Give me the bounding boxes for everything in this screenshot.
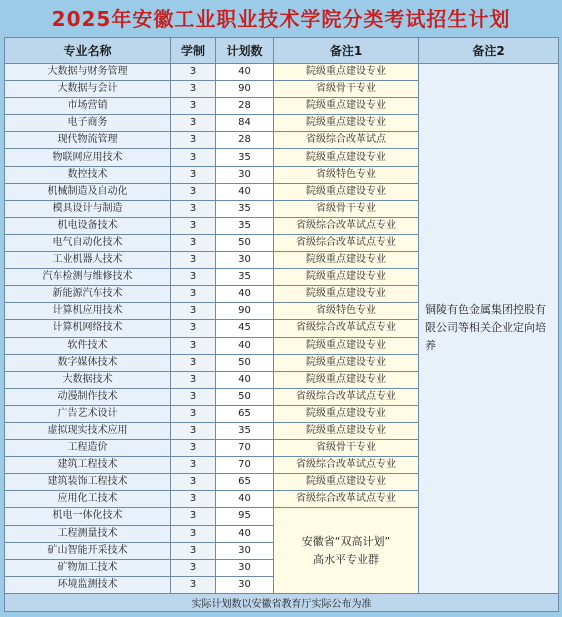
table-header-row xyxy=(5,38,559,64)
major-name-cell: 机电一体化技术 xyxy=(5,508,171,525)
note1-cell: 省级综合改革试点专业 xyxy=(274,491,419,508)
major-name-cell: 动漫制作技术 xyxy=(5,388,171,405)
plan-count-cell: 65 xyxy=(216,474,274,491)
note1-cell: 院级重点建设专业 xyxy=(274,252,419,269)
note1-merged-line2: 高水平专业群 xyxy=(313,552,379,566)
enrollment-plan-table xyxy=(4,37,559,612)
table-body xyxy=(5,64,559,594)
plan-count-cell: 50 xyxy=(216,388,274,405)
note1-cell: 省级骨干专业 xyxy=(274,440,419,457)
years-cell: 3 xyxy=(171,337,216,354)
plan-count-cell: 50 xyxy=(216,234,274,251)
header-note2: 备注2 xyxy=(419,38,559,64)
plan-count-cell: 50 xyxy=(216,354,274,371)
years-cell: 3 xyxy=(171,132,216,149)
note1-cell: 省级综合改革试点专业 xyxy=(274,217,419,234)
major-name-cell: 数字媒体技术 xyxy=(5,354,171,371)
note1-cell: 院级重点建设专业 xyxy=(274,64,419,81)
plan-count-cell: 30 xyxy=(216,576,274,593)
plan-count-cell: 30 xyxy=(216,166,274,183)
note1-cell: 省级特色专业 xyxy=(274,166,419,183)
years-cell: 3 xyxy=(171,303,216,320)
major-name-cell: 大数据技术 xyxy=(5,371,171,388)
major-name-cell: 计算机网络技术 xyxy=(5,320,171,337)
plan-count-cell: 40 xyxy=(216,371,274,388)
footer-note: 实际计划数以安徽省教育厅实际公布为准 xyxy=(5,593,559,611)
note1-merged-line1: 安徽省“双高计划” xyxy=(301,534,391,548)
note1-cell: 院级重点建设专业 xyxy=(274,269,419,286)
plan-count-cell: 40 xyxy=(216,525,274,542)
years-cell: 3 xyxy=(171,269,216,286)
plan-count-cell: 90 xyxy=(216,81,274,98)
header-major-name: 专业名称 xyxy=(5,38,171,64)
major-name-cell: 电子商务 xyxy=(5,115,171,132)
note2-merged-cell: 铜陵有色金属集团控股有限公司等相关企业定向培养 xyxy=(419,64,559,594)
note1-cell: 院级重点建设专业 xyxy=(274,474,419,491)
years-cell: 3 xyxy=(171,508,216,525)
years-cell: 3 xyxy=(171,525,216,542)
years-cell: 3 xyxy=(171,286,216,303)
major-name-cell: 虚拟现实技术应用 xyxy=(5,422,171,439)
plan-count-cell: 40 xyxy=(216,491,274,508)
header-note1: 备注1 xyxy=(274,38,419,64)
page-title: 2025年安徽工业职业技术学院分类考试招生计划 xyxy=(51,7,511,31)
note1-cell: 院级重点建设专业 xyxy=(274,422,419,439)
note1-cell: 院级重点建设专业 xyxy=(274,405,419,422)
note1-cell: 省级综合改革试点专业 xyxy=(274,457,419,474)
major-name-cell: 机械制造及自动化 xyxy=(5,183,171,200)
years-cell: 3 xyxy=(171,474,216,491)
major-name-cell: 工程测量技术 xyxy=(5,525,171,542)
years-cell: 3 xyxy=(171,252,216,269)
plan-count-cell: 30 xyxy=(216,542,274,559)
years-cell: 3 xyxy=(171,576,216,593)
major-name-cell: 电气自动化技术 xyxy=(5,234,171,251)
plan-count-cell: 35 xyxy=(216,200,274,217)
note1-cell: 省级骨干专业 xyxy=(274,200,419,217)
plan-count-cell: 40 xyxy=(216,64,274,81)
years-cell: 3 xyxy=(171,542,216,559)
plan-count-cell: 40 xyxy=(216,286,274,303)
major-name-cell: 软件技术 xyxy=(5,337,171,354)
years-cell: 3 xyxy=(171,200,216,217)
major-name-cell: 矿山智能开采技术 xyxy=(5,542,171,559)
plan-count-cell: 35 xyxy=(216,269,274,286)
note1-cell: 省级综合改革试点专业 xyxy=(274,320,419,337)
note1-cell: 院级重点建设专业 xyxy=(274,337,419,354)
plan-count-cell: 70 xyxy=(216,440,274,457)
major-name-cell: 模具设计与制造 xyxy=(5,200,171,217)
major-name-cell: 建筑工程技术 xyxy=(5,457,171,474)
major-name-cell: 市场营销 xyxy=(5,98,171,115)
plan-count-cell: 35 xyxy=(216,422,274,439)
plan-count-cell: 84 xyxy=(216,115,274,132)
plan-count-cell: 35 xyxy=(216,217,274,234)
plan-count-cell: 40 xyxy=(216,337,274,354)
years-cell: 3 xyxy=(171,115,216,132)
plan-count-cell: 30 xyxy=(216,559,274,576)
major-name-cell: 建筑装饰工程技术 xyxy=(5,474,171,491)
major-name-cell: 广告艺术设计 xyxy=(5,405,171,422)
header-plan-count: 计划数 xyxy=(216,38,274,64)
years-cell: 3 xyxy=(171,354,216,371)
years-cell: 3 xyxy=(171,166,216,183)
years-cell: 3 xyxy=(171,217,216,234)
note1-cell: 院级重点建设专业 xyxy=(274,286,419,303)
years-cell: 3 xyxy=(171,491,216,508)
years-cell: 3 xyxy=(171,371,216,388)
years-cell: 3 xyxy=(171,559,216,576)
years-cell: 3 xyxy=(171,320,216,337)
table-footer-row xyxy=(5,593,559,611)
years-cell: 3 xyxy=(171,81,216,98)
header-years: 学制 xyxy=(171,38,216,64)
plan-count-cell: 30 xyxy=(216,252,274,269)
years-cell: 3 xyxy=(171,64,216,81)
plan-count-cell: 95 xyxy=(216,508,274,525)
years-cell: 3 xyxy=(171,149,216,166)
years-cell: 3 xyxy=(171,234,216,251)
years-cell: 3 xyxy=(171,98,216,115)
plan-count-cell: 65 xyxy=(216,405,274,422)
major-name-cell: 工程造价 xyxy=(5,440,171,457)
major-name-cell: 物联网应用技术 xyxy=(5,149,171,166)
major-name-cell: 应用化工技术 xyxy=(5,491,171,508)
major-name-cell: 大数据与会计 xyxy=(5,81,171,98)
years-cell: 3 xyxy=(171,422,216,439)
major-name-cell: 数控技术 xyxy=(5,166,171,183)
note1-cell: 院级重点建设专业 xyxy=(274,149,419,166)
major-name-cell: 工业机器人技术 xyxy=(5,252,171,269)
years-cell: 3 xyxy=(171,388,216,405)
plan-count-cell: 40 xyxy=(216,183,274,200)
note1-cell: 省级骨干专业 xyxy=(274,81,419,98)
years-cell: 3 xyxy=(171,183,216,200)
plan-count-cell: 28 xyxy=(216,132,274,149)
note1-cell: 省级综合改革试点专业 xyxy=(274,234,419,251)
major-name-cell: 环境监测技术 xyxy=(5,576,171,593)
note1-merged-cell xyxy=(274,508,419,593)
note1-cell: 院级重点建设专业 xyxy=(274,371,419,388)
major-name-cell: 矿物加工技术 xyxy=(5,559,171,576)
years-cell: 3 xyxy=(171,405,216,422)
table-row xyxy=(5,64,559,81)
note1-cell: 省级综合改革试点 xyxy=(274,132,419,149)
note1-cell: 院级重点建设专业 xyxy=(274,183,419,200)
major-name-cell: 计算机应用技术 xyxy=(5,303,171,320)
plan-count-cell: 70 xyxy=(216,457,274,474)
major-name-cell: 大数据与财务管理 xyxy=(5,64,171,81)
years-cell: 3 xyxy=(171,457,216,474)
note1-cell: 省级综合改革试点专业 xyxy=(274,388,419,405)
years-cell: 3 xyxy=(171,440,216,457)
major-name-cell: 新能源汽车技术 xyxy=(5,286,171,303)
plan-count-cell: 28 xyxy=(216,98,274,115)
plan-count-cell: 90 xyxy=(216,303,274,320)
note1-cell: 院级重点建设专业 xyxy=(274,98,419,115)
major-name-cell: 汽车检测与维修技术 xyxy=(5,269,171,286)
note1-cell: 院级重点建设专业 xyxy=(274,115,419,132)
plan-count-cell: 35 xyxy=(216,149,274,166)
major-name-cell: 机电设备技术 xyxy=(5,217,171,234)
major-name-cell: 现代物流管理 xyxy=(5,132,171,149)
note1-cell: 院级重点建设专业 xyxy=(274,354,419,371)
note1-cell: 省级特色专业 xyxy=(274,303,419,320)
plan-count-cell: 45 xyxy=(216,320,274,337)
